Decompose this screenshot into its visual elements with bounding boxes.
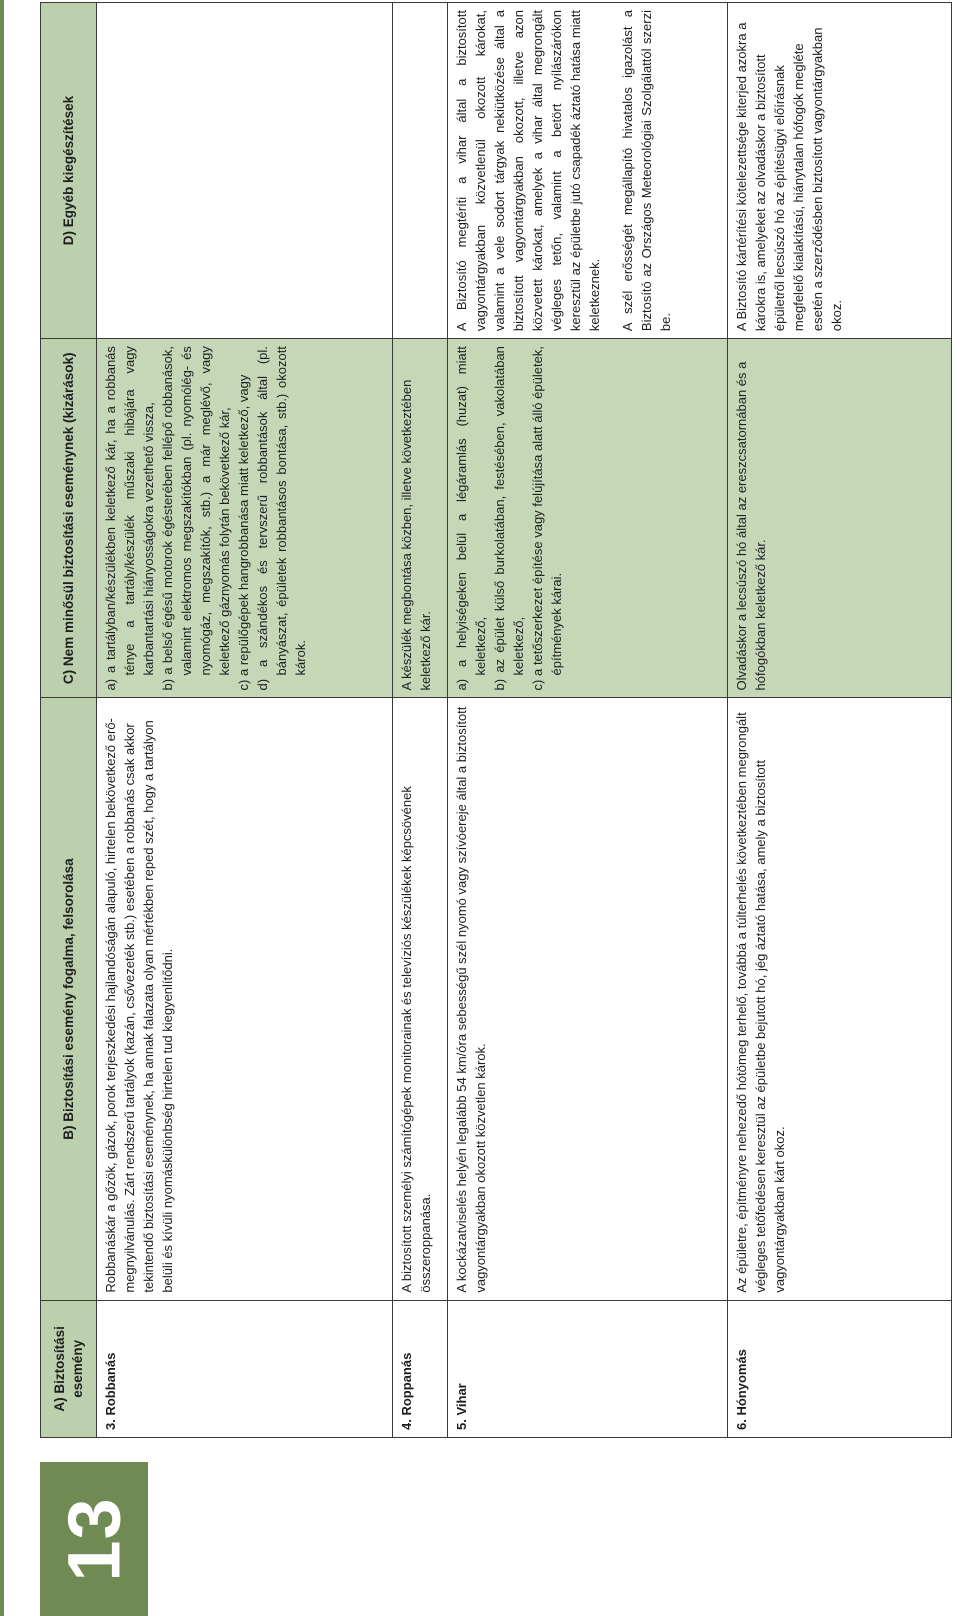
- note-paragraph: A Biztosító megtéríti a vihar által a biztosított vagyontárgyakban közvetlenül okozott károkat, valamint a vele sodort tárgyak nekiütközése által a biztosított vagyontárgyakban okozott, illetve azon közvetett károkat, amelyek a vihar által megrongált végleges tetőn, valamint a betört nyílászárókon keresztül az épületbe jutó csapadék áztató hatása miatt keletkeznek.: [454, 10, 602, 332]
- exclusions-cell: [448, 339, 728, 698]
- header-c: C) Nem minősül biztosítási eseménynek (kizárások): [41, 339, 97, 698]
- notes-cell: [448, 3, 728, 339]
- notes-cell: [97, 3, 393, 339]
- rotated-table-container: [40, 2, 952, 1438]
- table-row-vihar: [448, 3, 728, 1438]
- definition-cell: A kockázatviselés helyén legalább 54 km/óra sebességű szél nyomó vagy szívóereje által a biztosított vagyontárgyakban okozott közvetlen károk.: [448, 698, 728, 1300]
- table-row-robbanas: [97, 3, 393, 1438]
- exclusion-item: a) a helyiségeken belül a légáramlás (huzat) miatt keletkező,: [454, 346, 488, 691]
- table-row-roppanas: [393, 3, 448, 1438]
- exclusion-item: b) az épület külső burkolatában, festésében, vakolatában keletkező,: [492, 346, 526, 691]
- notes-cell: [393, 3, 448, 339]
- event-cell: [393, 1300, 448, 1437]
- exclusions-cell: Olvadáskor a lecsúszó hó által az ereszcsatornában és a hófogókban keletkező kár.: [728, 339, 952, 698]
- exclusion-item: c) a repülőgépek hangrobbanása miatt keletkező, vagy: [236, 374, 251, 691]
- definition-cell: Az épületre, építményre nehezedő hótömeg terhelő, továbbá a túlterhelés következtében megrongált végleges tetőfedésen keresztül az épületbe bejutott hó, jég áztató hatása, amely a biztosított vagyontárgyakban kárt okoz.: [728, 698, 952, 1300]
- notes-cell: A Biztosító kártérítési kötelezettsége kiterjed azokra a károkra is, amelyeket az olvadáskor a biztosított épületről lecsúszó hó az építésügyi előírásnak megfelelő kialakítású, hiánytalan hófogók megléte esetén a szerződésben biztosított vagyontárgyakban okoz.: [728, 3, 952, 339]
- event-name: 3. Robbanás: [103, 1352, 118, 1430]
- note-paragraph: A szél erősségét megállapító hivatalos igazolást a Biztosító az Országos Meteorológiai Szolgálattól szerzi be.: [620, 10, 673, 332]
- exclusion-item: a) a tartályban/készülékben keletkező kár, ha a robbanás ténye a tartály/készülék műszaki hibájára vagy karbantartási hiányosságokra vezethető vissza,: [103, 346, 156, 691]
- event-name: 5. Vihar: [454, 1383, 469, 1430]
- insurance-events-table: [40, 2, 952, 1438]
- event-name: 4. Roppanás: [399, 1352, 414, 1430]
- event-cell: [728, 1300, 952, 1437]
- exclusion-item: d) a szándékos és tervszerű robbantások által (pl. bányászat, épületek robbantásos bontása, stb.) okozott károk.: [255, 346, 308, 691]
- event-name: 6. Hónyomás: [734, 1349, 749, 1430]
- header-a: A) Biztosítási esemény: [41, 1300, 97, 1437]
- exclusions-cell: [97, 339, 393, 698]
- table-row-honyomas: [728, 3, 952, 1438]
- page-number: 13: [52, 1496, 136, 1582]
- page-side-rule: [0, 0, 4, 1616]
- exclusion-item: c) a tetőszerkezet építése vagy felújítása alatt álló épületek, építmények kárai.: [530, 346, 564, 691]
- event-cell: [97, 1300, 393, 1437]
- page-number-box: [40, 1462, 148, 1616]
- header-b: B) Biztosítási esemény fogalma, felsorolása: [41, 698, 97, 1300]
- definition-cell: A biztosított személyi számítógépek monitorainak és televíziós készülékek képcsövének összeroppanása.: [393, 698, 448, 1300]
- header-d: D) Egyéb kiegészítések: [41, 3, 97, 339]
- definition-cell: Robbanáskár a gőzök, gázok, porok terjeszkedési hajlandóságán alapuló, hirtelen bekövetkező erő-megnyilvánulás. Zárt rendszerű tartályok (kazán, csővezeték stb.) esetében a robbanás csak akkor tekintendő biztosítási eseménynek, ha annak falazata olyan mértékben reped szét, hogy a tartályon belüli és kívüli nyomáskülönbség hirtelen tud kiegyenlítődni.: [97, 698, 393, 1300]
- exclusion-item: b) a belső égésű motorok égésterében fellépő robbanások, valamint elektromos megszakítókban (pl. nyomólég- és nyomógáz, megszakítók, stb.) a már meglévő, vagy keletkező gáznyomás folytán bekövetkező kár,: [160, 346, 232, 691]
- event-cell: [448, 1300, 728, 1437]
- table-header-row: [41, 3, 97, 1438]
- exclusions-cell: A készülék megbontása közben, illetve következtében keletkező kár.: [393, 339, 448, 698]
